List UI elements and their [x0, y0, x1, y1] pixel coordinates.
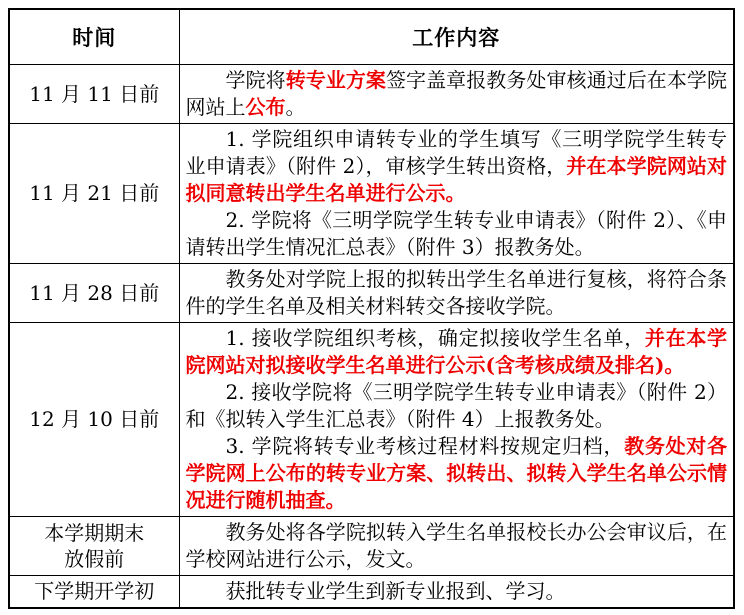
paragraph [186, 379, 728, 433]
text-segment: 3. 学院将转专业考核过程材料按规定归档， [225, 433, 625, 458]
content-cell [179, 516, 734, 575]
table-row [9, 516, 734, 575]
table-row [9, 263, 734, 322]
text-segment: 2. 接收学院将《三明学院学生转专业申请表》（附件 2）和《拟转入学生汇总表》（附件 4）上报教务处。 [185, 379, 727, 431]
highlight-text: 教务处对各学院网上公布的转专业方案、拟转出、拟转入学生名单公示情况进行随机抽查。 [185, 433, 727, 512]
paragraph [186, 325, 728, 379]
highlight-text: 转专业方案 [285, 67, 386, 92]
content-cell [179, 575, 734, 608]
time-cell: 11 月 28 日前 [9, 263, 179, 322]
paragraph [186, 266, 728, 320]
column-header-time: 时间 [9, 9, 179, 64]
highlight-text: 并在本学院网站对拟同意转出学生名单进行公示。 [185, 153, 727, 205]
header-row [9, 9, 734, 64]
time-cell: 11 月 21 日前 [9, 123, 179, 263]
content-cell [179, 263, 734, 322]
text-segment: 签字盖章报教务处审核通过后在本学院网站上 [185, 67, 727, 119]
time-cell: 12 月 10 日前 [9, 322, 179, 516]
table-row [9, 575, 734, 608]
highlight-text: 公布 [245, 94, 286, 119]
content-cell [179, 322, 734, 516]
paragraph [186, 578, 728, 605]
paragraph [186, 433, 728, 514]
text-segment: 1. 接收学院组织考核，确定拟接收学生名单， [225, 325, 645, 350]
paragraph [186, 207, 728, 261]
content-cell [179, 123, 734, 263]
table-row [9, 123, 734, 263]
text-segment: 2. 学院将《三明学院学生转专业申请表》（附件 2）、《申请转出学生情况汇总表》（附件 3）报教务处。 [185, 207, 727, 259]
text-segment: 获批转专业学生到新专业报到、学习。 [225, 578, 566, 603]
table-body [9, 64, 734, 608]
time-cell: 下学期开学初 [9, 575, 179, 608]
paragraph [186, 519, 728, 573]
column-header-content: 工作内容 [179, 9, 734, 64]
text-segment: 。 [285, 94, 306, 119]
highlight-text: 并在本学院网站对拟接收学生名单进行公示(含考核成绩及排名)。 [185, 325, 727, 377]
paragraph [186, 126, 728, 207]
text-segment: 教务处对学院上报的拟转出学生名单进行复核，将符合条件的学生名单及相关材料转交各接收学院。 [185, 266, 727, 318]
paragraph [186, 67, 728, 121]
work-schedule-table [8, 8, 735, 609]
text-segment: 教务处将各学院拟转入学生名单报校长办公会审议后，在学校网站进行公示，发文。 [185, 519, 727, 571]
table-row [9, 322, 734, 516]
time-cell: 本学期期末 放假前 [9, 516, 179, 575]
text-segment: 1. 学院组织申请转专业的学生填写《三明学院学生转专业申请表》（附件 2），审核学生转出资格， [185, 126, 727, 178]
time-cell: 11 月 11 日前 [9, 64, 179, 123]
text-segment: 学院将 [225, 67, 286, 92]
content-cell [179, 64, 734, 123]
table-row [9, 64, 734, 123]
